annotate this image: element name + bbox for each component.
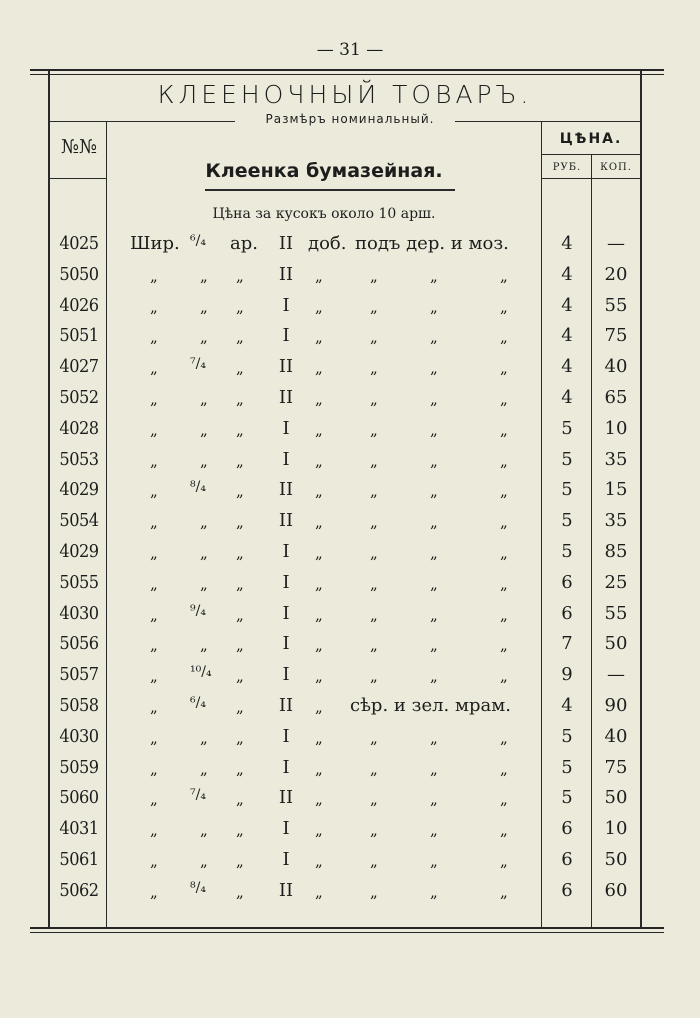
price-rub: 7: [561, 633, 573, 655]
grade: I: [282, 848, 290, 870]
ditto-mark: „: [236, 667, 244, 686]
arshin-label: ар.: [230, 233, 258, 254]
ditto-mark: „: [315, 359, 323, 378]
ditto-mark: „: [236, 636, 244, 655]
ditto-mark: „: [370, 605, 378, 624]
item-number: 5054: [59, 510, 99, 532]
price-kop: 60: [604, 879, 628, 901]
width-size: ⁷/₄: [190, 787, 206, 804]
ditto-mark: „: [315, 851, 323, 870]
price-kop: 55: [604, 602, 628, 624]
ditto-mark: „: [430, 420, 438, 439]
ditto-mark: „: [430, 821, 438, 840]
item-number: 5050: [59, 263, 99, 285]
ditto-mark: „: [315, 389, 323, 408]
price-rub: 5: [561, 510, 573, 532]
header-bottom-rule-left: [50, 178, 107, 179]
ditto-mark: „: [430, 297, 438, 316]
table-row: [0, 413, 700, 444]
ditto-mark: „: [150, 790, 158, 809]
table-row: [0, 628, 700, 659]
ditto-mark: „: [150, 451, 158, 470]
item-number: 5057: [59, 664, 99, 686]
item-number: 5053: [59, 448, 99, 470]
table-row: [0, 320, 700, 351]
ditto-mark: „: [200, 851, 208, 870]
ditto-mark: „: [500, 482, 508, 501]
ditto-mark: „: [370, 328, 378, 347]
ditto-mark: „: [150, 328, 158, 347]
ditto-mark: „: [430, 636, 438, 655]
ditto-mark: „: [315, 328, 323, 347]
ditto-mark: „: [500, 728, 508, 747]
table-row: [0, 875, 700, 906]
width-size: ⁹/₄: [190, 602, 206, 619]
price-rub: 6: [561, 571, 573, 593]
ditto-mark: „: [500, 574, 508, 593]
header-bottom-rule-right: [541, 178, 640, 179]
ditto-mark: „: [500, 851, 508, 870]
ditto-mark: „: [370, 759, 378, 778]
ditto-mark: „: [315, 543, 323, 562]
ditto-mark: „: [150, 667, 158, 686]
item-number: 4026: [59, 294, 99, 316]
page-title: КЛЕЕНОЧНЫЙ ТОВАРЪ.: [157, 80, 533, 109]
ditto-mark: „: [236, 297, 244, 316]
ditto-mark: „: [236, 359, 244, 378]
ditto-mark: „: [500, 513, 508, 532]
ditto-mark: „: [315, 297, 323, 316]
ditto-mark: „: [430, 790, 438, 809]
price-rub: 5: [561, 756, 573, 778]
grade: II: [278, 233, 294, 254]
ditto-mark: „: [200, 543, 208, 562]
price-rub: 5: [561, 787, 573, 809]
price-rub: 4: [561, 356, 573, 378]
grade: II: [278, 386, 294, 408]
item-number: 4029: [59, 479, 99, 501]
ditto-mark: „: [500, 759, 508, 778]
table-row: [0, 444, 700, 475]
top-rule-thin: [30, 74, 664, 75]
bottom-rule: [30, 927, 664, 929]
table-row: [0, 351, 700, 382]
ditto-mark: „: [150, 389, 158, 408]
ditto-mark: „: [315, 759, 323, 778]
table-row: [0, 505, 700, 536]
ditto-mark: „: [236, 482, 244, 501]
ditto-mark: „: [370, 821, 378, 840]
table-row: [0, 690, 700, 721]
page-number: — 31 —: [316, 40, 384, 60]
price-rub: 6: [561, 818, 573, 840]
price-kop: 65: [604, 386, 628, 408]
ditto-mark: „: [200, 266, 208, 285]
subtitle: Размѣръ номинальный.: [265, 112, 435, 126]
ditto-mark: „: [236, 543, 244, 562]
price-note: Цѣна за кусокъ около 10 арш.: [212, 206, 436, 222]
grade: I: [282, 571, 290, 593]
price-kop: 35: [604, 448, 628, 470]
item-number: 5062: [59, 879, 99, 901]
price-rub: 4: [561, 694, 573, 716]
ditto-mark: „: [370, 790, 378, 809]
ditto-mark: „: [236, 851, 244, 870]
grade: II: [278, 510, 294, 532]
ditto-mark: „: [430, 574, 438, 593]
item-number: 4030: [59, 602, 99, 624]
ditto-mark: „: [370, 513, 378, 532]
bottom-rule-thin: [30, 932, 664, 933]
ditto-mark: „: [430, 728, 438, 747]
grade: II: [278, 787, 294, 809]
ditto-mark: „: [430, 667, 438, 686]
ditto-mark: „: [315, 821, 323, 840]
ditto-mark: „: [200, 728, 208, 747]
ditto-mark: „: [430, 359, 438, 378]
ditto-mark: „: [370, 543, 378, 562]
ditto-mark: „: [200, 821, 208, 840]
grade: I: [282, 725, 290, 747]
ditto-mark: „: [200, 297, 208, 316]
ditto-mark: „: [200, 574, 208, 593]
item-number: 4025: [59, 233, 99, 254]
ditto-mark: „: [150, 851, 158, 870]
ditto-mark: „: [200, 759, 208, 778]
width-size: ⁶/₄: [190, 233, 206, 249]
ditto-mark: „: [150, 543, 158, 562]
grade: I: [282, 664, 290, 686]
price-rub: 4: [561, 263, 573, 285]
price-header: ЦѢНА.: [559, 131, 623, 147]
width-size: ⁸/₄: [190, 879, 206, 896]
item-number: 5059: [59, 756, 99, 778]
ditto-mark: „: [500, 667, 508, 686]
ditto-mark: „: [370, 574, 378, 593]
item-number: 5060: [59, 787, 99, 809]
ditto-mark: „: [315, 482, 323, 501]
ditto-mark: „: [150, 420, 158, 439]
ditto-mark: „: [150, 759, 158, 778]
price-header-rule: [541, 154, 640, 155]
grade: I: [282, 448, 290, 470]
ditto-mark: „: [150, 728, 158, 747]
ditto-mark: „: [370, 851, 378, 870]
price-kop: 35: [604, 510, 628, 532]
price-kop: 75: [604, 325, 628, 347]
ditto-mark: „: [315, 451, 323, 470]
ditto-mark: „: [430, 543, 438, 562]
price-rub: 6: [561, 602, 573, 624]
price-rub: 4: [561, 325, 573, 347]
ditto-mark: „: [200, 389, 208, 408]
ditto-mark: „: [430, 759, 438, 778]
grade: II: [278, 694, 294, 716]
ditto-mark: „: [236, 420, 244, 439]
ditto-mark: „: [430, 851, 438, 870]
rub-header: РУБ.: [552, 162, 582, 173]
ditto-mark: „: [315, 420, 323, 439]
ditto-mark: „: [430, 882, 438, 901]
ditto-mark: „: [430, 266, 438, 285]
ditto-mark: „: [150, 821, 158, 840]
ditto-mark: „: [370, 389, 378, 408]
item-number: 4027: [59, 356, 99, 378]
width-label: Шир.: [130, 233, 180, 254]
price-kop: 15: [604, 479, 628, 501]
table-row: [0, 567, 700, 598]
ditto-mark: „: [430, 482, 438, 501]
item-number: 4028: [59, 417, 99, 439]
item-number: 4029: [59, 540, 99, 562]
ditto-mark: „: [236, 451, 244, 470]
table-row: [0, 721, 700, 752]
price-rub: 4: [561, 233, 573, 254]
ditto-mark: „: [500, 636, 508, 655]
subtitle-rule-right: [455, 121, 640, 122]
subtitle-rule-left: [50, 121, 235, 122]
ditto-mark: „: [500, 328, 508, 347]
table-row: [0, 659, 700, 690]
table-row: [0, 598, 700, 629]
ditto-mark: „: [370, 451, 378, 470]
grade: I: [282, 756, 290, 778]
grade: II: [278, 263, 294, 285]
table-row: [0, 228, 700, 259]
width-size: ¹⁰/₄: [190, 664, 212, 681]
grade-suffix: доб.: [308, 233, 347, 254]
price-kop: 75: [604, 756, 628, 778]
price-kop: 50: [604, 787, 628, 809]
grade: II: [278, 479, 294, 501]
ditto-mark: „: [370, 882, 378, 901]
ditto-mark: „: [200, 328, 208, 347]
price-rub: 6: [561, 879, 573, 901]
price-kop: 85: [604, 540, 628, 562]
ditto-mark: „: [430, 328, 438, 347]
ditto-mark: „: [370, 636, 378, 655]
ditto-mark: „: [500, 543, 508, 562]
grade: II: [278, 879, 294, 901]
ditto-mark: „: [500, 882, 508, 901]
ditto-mark: „: [150, 482, 158, 501]
grade: I: [282, 633, 290, 655]
ditto-mark: „: [236, 605, 244, 624]
ditto-mark: „: [150, 574, 158, 593]
price-rub: 5: [561, 479, 573, 501]
ditto-mark: „: [315, 574, 323, 593]
width-size: ⁶/₄: [190, 694, 206, 711]
price-rub: 6: [561, 848, 573, 870]
item-number: 5051: [59, 325, 99, 347]
items-table: [0, 228, 700, 906]
price-rub: 5: [561, 540, 573, 562]
kop-header: КОП.: [600, 162, 632, 173]
ditto-mark: „: [315, 697, 323, 716]
table-row: [0, 382, 700, 413]
ditto-mark: „: [200, 451, 208, 470]
ditto-mark: „: [370, 482, 378, 501]
ditto-mark: „: [315, 728, 323, 747]
ditto-mark: „: [236, 821, 244, 840]
ditto-mark: „: [150, 605, 158, 624]
table-row: [0, 536, 700, 567]
ditto-mark: „: [500, 451, 508, 470]
ditto-mark: „: [236, 513, 244, 532]
ditto-mark: „: [370, 266, 378, 285]
item-number: 5058: [59, 694, 99, 716]
price-kop: 10: [604, 818, 628, 840]
price-kop: 50: [604, 848, 628, 870]
ditto-mark: „: [500, 297, 508, 316]
table-row: [0, 782, 700, 813]
item-number: 4030: [59, 725, 99, 747]
price-rub: 4: [561, 386, 573, 408]
ditto-mark: „: [236, 574, 244, 593]
section-title: Клеенка бумазейная.: [205, 160, 443, 182]
price-kop: 90: [604, 694, 628, 716]
ditto-mark: „: [370, 359, 378, 378]
price-kop: 55: [604, 294, 628, 316]
ditto-mark: „: [370, 667, 378, 686]
ditto-mark: „: [500, 821, 508, 840]
ditto-mark: „: [315, 513, 323, 532]
ditto-mark: „: [236, 266, 244, 285]
grade: I: [282, 417, 290, 439]
ditto-mark: „: [236, 728, 244, 747]
item-number: 4031: [59, 818, 99, 840]
ditto-mark: „: [500, 605, 508, 624]
ditto-mark: „: [430, 451, 438, 470]
price-kop: 10: [604, 417, 628, 439]
ditto-mark: „: [236, 328, 244, 347]
ditto-mark: „: [315, 882, 323, 901]
width-size: ⁸/₄: [190, 479, 206, 496]
ditto-mark: „: [430, 389, 438, 408]
ditto-mark: „: [200, 513, 208, 532]
description: подъ дер. и моз.: [355, 233, 509, 254]
table-row: [0, 259, 700, 290]
price-rub: 5: [561, 725, 573, 747]
number-header: №№: [61, 136, 97, 158]
ditto-mark: „: [236, 790, 244, 809]
ditto-mark: „: [430, 605, 438, 624]
ditto-mark: „: [236, 882, 244, 901]
ditto-mark: „: [315, 266, 323, 285]
price-kop: 40: [604, 356, 628, 378]
item-number: 5052: [59, 386, 99, 408]
table-row: [0, 844, 700, 875]
section-title-underline: [205, 189, 455, 191]
ditto-mark: „: [500, 420, 508, 439]
grade: II: [278, 356, 294, 378]
price-rub: 5: [561, 448, 573, 470]
table-row: [0, 813, 700, 844]
ditto-mark: „: [500, 359, 508, 378]
ditto-mark: „: [150, 882, 158, 901]
ditto-mark: „: [200, 636, 208, 655]
ditto-mark: „: [150, 359, 158, 378]
price-kop: 40: [604, 725, 628, 747]
ditto-mark: „: [430, 513, 438, 532]
price-kop: 20: [604, 263, 628, 285]
item-number: 5055: [59, 571, 99, 593]
grade: I: [282, 818, 290, 840]
ditto-mark: „: [315, 667, 323, 686]
item-number: 5061: [59, 848, 99, 870]
price-kop: 25: [604, 571, 628, 593]
table-row: [0, 474, 700, 505]
item-number: 5056: [59, 633, 99, 655]
ditto-mark: „: [315, 605, 323, 624]
price-kop: —: [607, 664, 625, 686]
ditto-mark: „: [150, 297, 158, 316]
ditto-mark: „: [370, 297, 378, 316]
table-row: [0, 290, 700, 321]
ditto-mark: „: [236, 759, 244, 778]
price-rub: 9: [561, 664, 573, 686]
ditto-mark: „: [315, 636, 323, 655]
ditto-mark: „: [236, 697, 244, 716]
ditto-mark: „: [500, 389, 508, 408]
ditto-mark: „: [370, 728, 378, 747]
grade: I: [282, 540, 290, 562]
price-kop: 50: [604, 633, 628, 655]
ditto-mark: „: [500, 266, 508, 285]
ditto-mark: „: [236, 389, 244, 408]
top-rule: [30, 69, 664, 71]
ditto-mark: „: [150, 513, 158, 532]
grade: I: [282, 602, 290, 624]
description: сѣр. и зел. мрам.: [350, 694, 511, 716]
ditto-mark: „: [150, 266, 158, 285]
ditto-mark: „: [315, 790, 323, 809]
price-rub: 5: [561, 417, 573, 439]
width-size: ⁷/₄: [190, 356, 206, 373]
ditto-mark: „: [500, 790, 508, 809]
ditto-mark: „: [370, 420, 378, 439]
grade: I: [282, 325, 290, 347]
grade: I: [282, 294, 290, 316]
price-kop: —: [607, 233, 625, 254]
ditto-mark: „: [150, 697, 158, 716]
ditto-mark: „: [150, 636, 158, 655]
price-rub: 4: [561, 294, 573, 316]
table-row: [0, 752, 700, 783]
ditto-mark: „: [200, 420, 208, 439]
